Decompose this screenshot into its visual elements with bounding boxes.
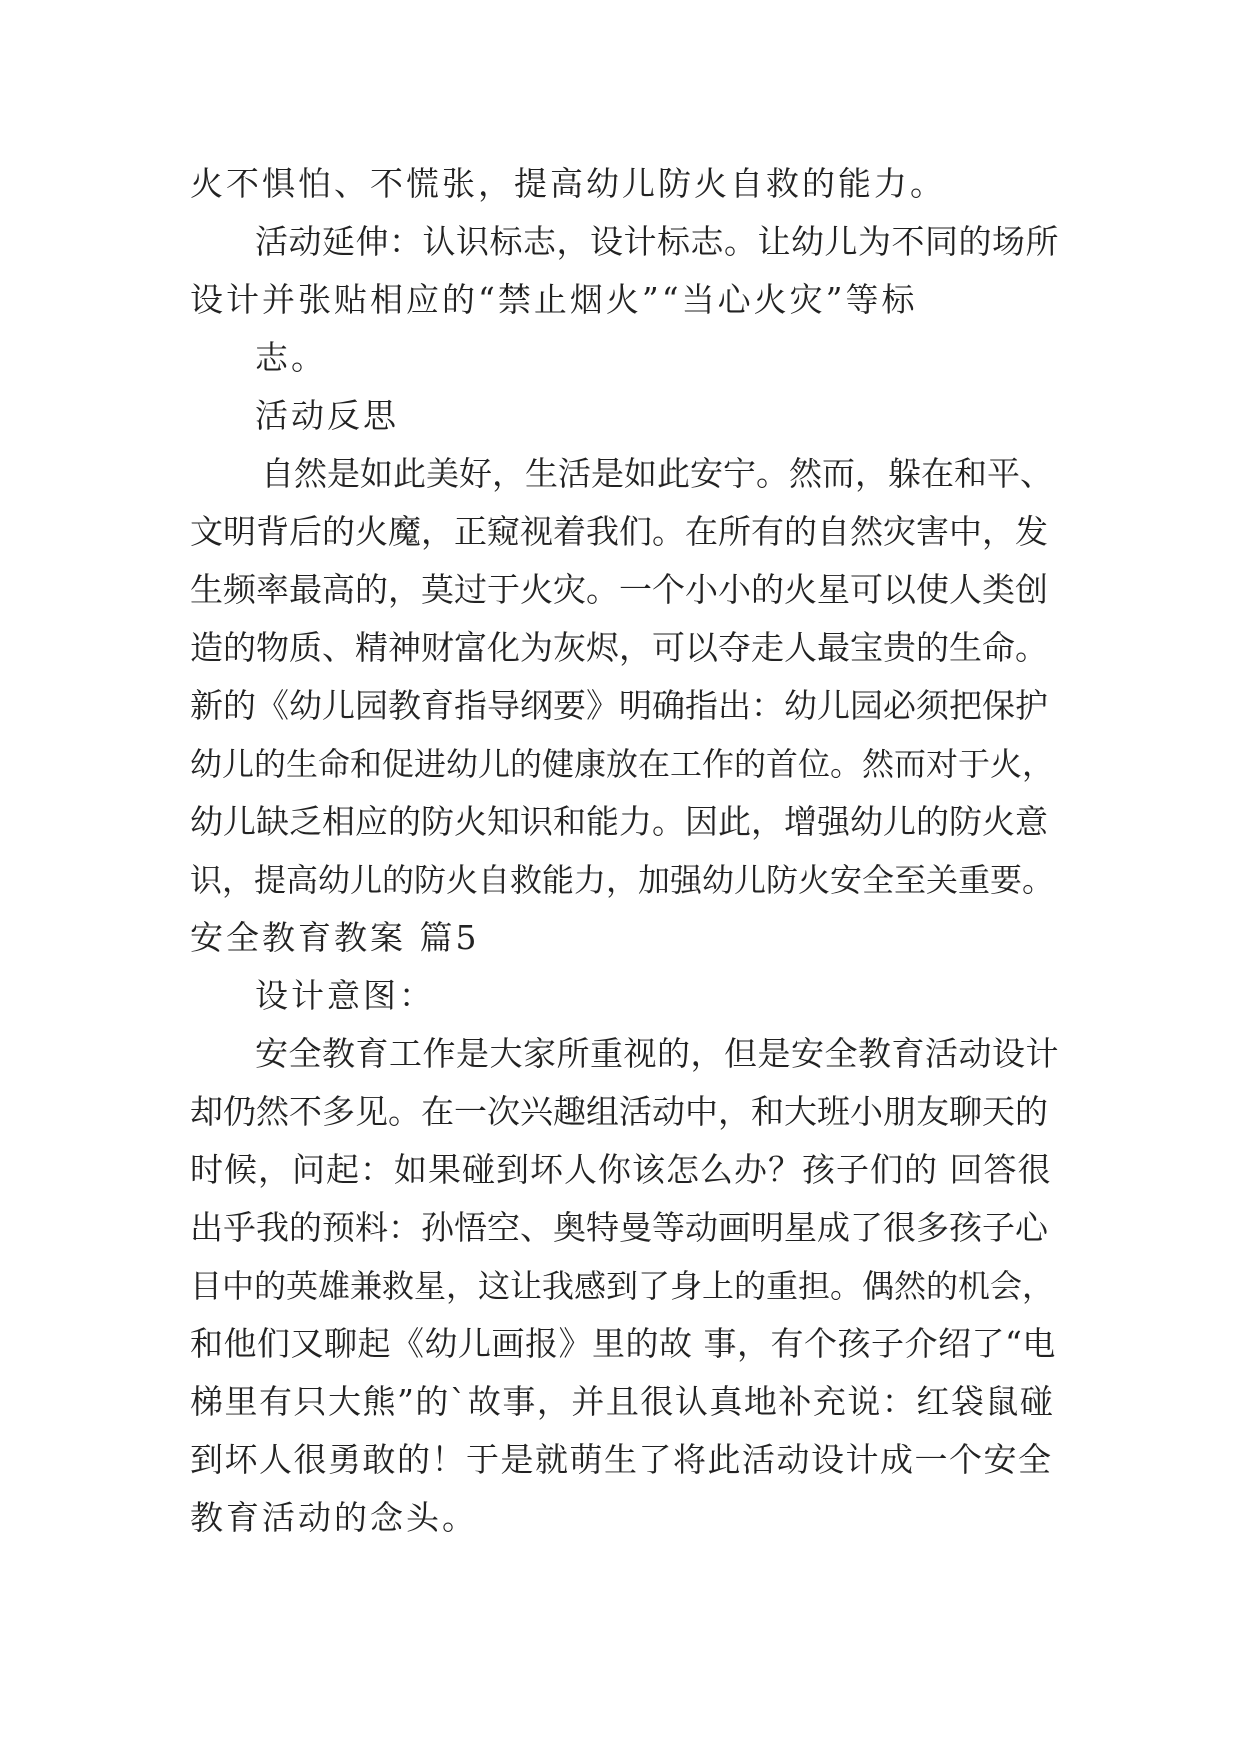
section-heading: 活动反思 [255, 396, 399, 435]
text-line: 自然是如此美好，生活是如此安宁。然而，躲在和平、 [261, 454, 1053, 493]
text-line: 幼儿的生命和促进幼儿的健康放在工作的首位。然而对于火， [190, 745, 1055, 783]
section-heading: 设计意图： [255, 976, 435, 1015]
text-line: 志。 [255, 338, 327, 377]
text-line: 活动延伸：认识标志，设计标志。让幼儿为不同的场所 [255, 222, 1059, 261]
text-line: 教育活动的念头。 [190, 1498, 478, 1537]
text-line: 到坏人很勇敢的！于是就萌生了将此活动设计成一个安全 [190, 1440, 1053, 1479]
text-line: 却仍然不多见。在一次兴趣组活动中，和大班小朋友聊天的 [190, 1092, 1048, 1131]
text-line: 目中的英雄兼救星，这让我感到了身上的重担。偶然的机会， [190, 1267, 1055, 1305]
text-line: 和他们又聊起《幼儿画报》里的故 事，有个孩子介绍了“电 [190, 1324, 1056, 1363]
section-title: 安全教育教案 篇5 [190, 918, 480, 957]
text-line: 新的《幼儿园教育指导纲要》明确指出：幼儿园必须把保护 [190, 686, 1048, 725]
text-line: 幼儿缺乏相应的防火知识和能力。因此，增强幼儿的防火意 [190, 802, 1048, 841]
text-line: 文明背后的火魔，正窥视着我们。在所有的自然灾害中，发 [190, 512, 1048, 551]
text-line: 时候，问起：如果碰到坏人你该怎么办？孩子们的 回答很 [190, 1150, 1052, 1189]
text-line: 设计并张贴相应的“禁止烟火”“当心火灾”等标 [190, 280, 918, 319]
text-line: 出乎我的预料：孙悟空、奥特曼等动画明星成了很多孩子心 [190, 1208, 1048, 1247]
text-line: 安全教育工作是大家所重视的，但是安全教育活动设计 [255, 1034, 1059, 1073]
text-line: 梯里有只大熊”的`故事，并且很认真地补充说：红袋鼠碰 [190, 1382, 1055, 1421]
text-line: 识，提高幼儿的防火自救能力，加强幼儿防火安全至关重要。 [190, 861, 1055, 899]
text-line: 生频率最高的，莫过于火灾。一个小小的火星可以使人类创 [190, 570, 1048, 609]
text-line: 火不惧怕、不慌张，提高幼儿防火自救的能力。 [190, 164, 946, 203]
text-line: 造的物质、精神财富化为灰烬，可以夺走人最宝贵的生命。 [190, 628, 1048, 667]
